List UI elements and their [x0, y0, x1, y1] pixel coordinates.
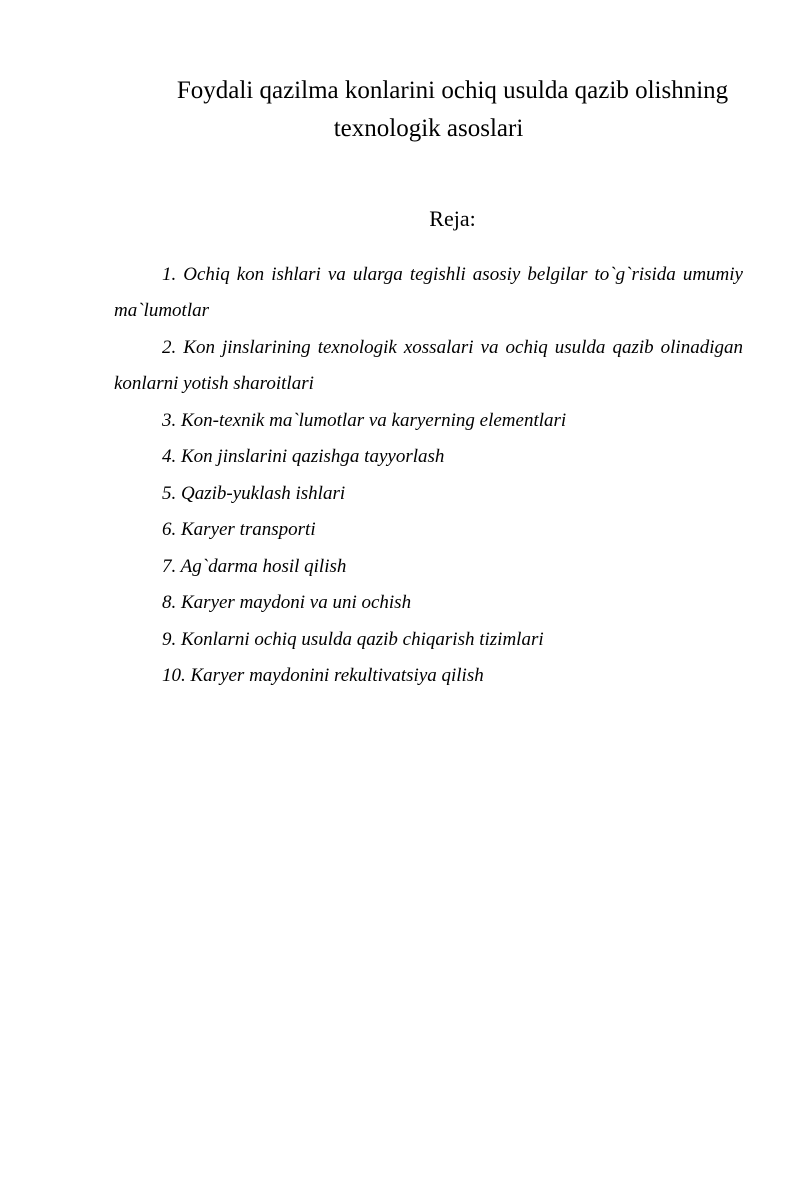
plan-item-1: 1. Ochiq kon ishlari va ularga tegishli asosiy belgilar to`g`risida umumiy ma`lumotlar — [114, 263, 743, 321]
document-page — [0, 72, 800, 1203]
document-title: Foydali qazilma konlarini ochiq usulda qazib olishning texnologik asoslari — [176, 77, 729, 142]
plan-item-10: 10. Karyer maydonini rekultivatsiya qilish — [162, 665, 484, 686]
plan-item-3: 3. Kon-texnik ma`lumotlar va karyerning elementlari — [162, 409, 567, 431]
plan-item-2: 2. Kon jinslarining texnologik xossalari va ochiq usulda qazib olinadigan konlarni yotish sharoitlari — [114, 336, 743, 394]
plan-item-6: 6. Karyer transporti — [162, 519, 316, 540]
plan-item-9: 9. Konlarni ochiq usulda qazib chiqarish tizimlari — [162, 628, 544, 650]
plan-item-4: 4. Kon jinslarini qazishga tayyorlash — [162, 446, 445, 467]
plan-list — [114, 257, 743, 695]
plan-item-5: 5. Qazib-yuklash ishlari — [162, 482, 346, 504]
plan-heading: Reja: — [429, 206, 476, 231]
plan-item-7: 7. Ag`darma hosil qilish — [162, 555, 347, 577]
plan-item-8: 8. Karyer maydoni va uni ochish — [162, 592, 412, 613]
